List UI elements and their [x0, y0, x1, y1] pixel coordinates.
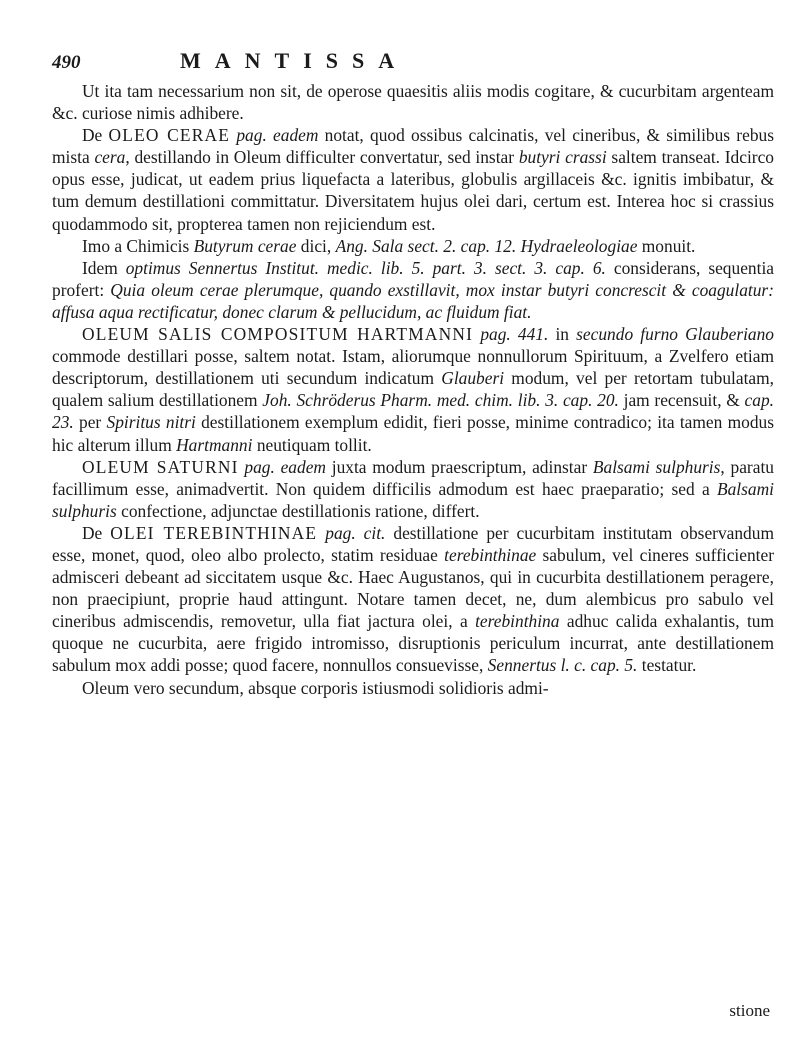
italic-text: Hartmanni [176, 434, 253, 455]
italic-text: pag. cit. [317, 522, 386, 543]
text-run: De [82, 522, 111, 543]
page-number: 490 [52, 52, 81, 73]
italic-text: cera [94, 147, 126, 168]
text-run: considerans, sequentia profert: [52, 257, 774, 300]
running-title: MANTISSA [180, 48, 409, 73]
italic-text: pag. eadem [230, 125, 319, 146]
text-run: destillationem exemplum edidit, fieri posse, minime contradico; ita tamen modus hic alterum illum [52, 412, 774, 455]
italic-text: cap. 23. [52, 390, 774, 433]
text-run: Idem [82, 257, 126, 278]
italic-text: terebinthinae [444, 544, 537, 565]
italic-text: Quia oleum cerae plerumque, quando exstillavit, mox instar butyri concrescit & coagulatur: affusa aqua rectificatur, donec clarum & pellucidum, ac fluidum fiat. [52, 279, 774, 322]
text-run: sabulum, vel cineres sufficienter admisceri debeant ad siccitatem usque &c. Haec Augustanos, qui in cucurbita destillationem peragere, non praecipiunt, proprie haud attingunt. Notare tamen decet, ne, dum alembicus pro sabulo vel cineribus admiscendis, removetur, ulla fiat jactura olei, a [52, 544, 775, 632]
text-run: saltem transeat. Idcirco opus esse, judicat, ut eadem prius liquefacta a lateribus, globulis argillaceis &c. ignitis imbibatur, & tum demum destillationi committatur. Diversitatem hujus olei dari, certum est. Interea hoc si crassius quodammodo sit, propterea tamen non rejiciendum est. [52, 147, 775, 234]
text-run: notat, quod ossibus calcinatis, vel cineribus, & similibus rebus mista [52, 125, 774, 168]
italic-text: Balsami sulphuris [52, 478, 774, 521]
text-run: Imo a Chimicis [82, 235, 194, 256]
text-run: Ut ita tam necessarium non sit, de operose quaesitis aliis modis cogitare, & cucurbitam argenteam &c. curiose nimis adhibere. [52, 81, 774, 124]
paragraph [52, 677, 774, 699]
paragraph [52, 235, 774, 257]
text-run: destillatione per cucurbitam institutam observandum esse, monet, quod, oleo albo prolecto, statim residuae [52, 522, 774, 565]
text-run: monuit. [637, 235, 696, 256]
italic-text: Joh. Schröderus Pharm. med. chim. lib. 3. cap. 20. [262, 390, 619, 411]
text-run: adhuc calida exhalantis, tum quoque ne cucurbita, aere frigido intromisso, disruptionis periculum incurrat, ante destillationem sabulum mox addi posse; quod facere, nonnullos consuevisse, [52, 611, 774, 676]
heading-term: OLEI TEREBINTHINAE [110, 522, 318, 543]
text-run: Oleum vero secundum, absque corporis istiusmodi solidioris admi- [82, 677, 549, 698]
text-run: , paratu facillimum esse, animadvertit. Non quidem difficilis admodum est haec praeparatio; sed a [52, 456, 774, 499]
italic-text: optimus Sennertus Institut. medic. lib. 5. part. 3. sect. 3. cap. 6. [125, 257, 606, 278]
italic-text: Sennertus l. c. cap. 5. [487, 655, 638, 676]
paragraph [52, 522, 774, 677]
italic-text: Ang. Sala sect. 2. cap. 12. Hydraeleologiae [335, 235, 638, 256]
italic-text: Spiritus nitri [106, 412, 196, 433]
text-run: commode destillari posse, saltem notat. Istam, aliorumque nonnullorum Spirituum, a Zvelfero etiam descriptorum, destillationem uti secundum indicatum [52, 346, 774, 389]
paragraph [52, 80, 774, 124]
text-run: in [548, 324, 577, 345]
heading-term: OLEO CERAE [108, 125, 231, 146]
page-header [52, 48, 774, 74]
text-run: jam recensuit, & [618, 390, 745, 411]
text-run: neutiquam tollit. [252, 434, 372, 455]
text-run: dici, [296, 235, 336, 256]
text-run: modum, vel per retortam tubulatam, qualem salium destillationem [52, 368, 774, 411]
italic-text: butyri crassi [518, 147, 607, 168]
paragraph [52, 124, 774, 234]
text-run: confectione, adjunctae destillationis ratione, differt. [116, 500, 480, 521]
text-run: per [73, 412, 107, 433]
text-run: juxta modum praescriptum, adinstar [325, 456, 593, 477]
text-run: De [82, 125, 109, 146]
italic-text: pag. eadem [238, 456, 326, 477]
catchword: stione [729, 1001, 770, 1020]
italic-text: Balsami sulphuris [592, 456, 721, 477]
paragraph [52, 323, 774, 456]
heading-term: OLEUM SALIS COMPOSITUM HARTMANNI [82, 324, 474, 345]
text-run: , destillando in Oleum difficulter convertatur, sed instar [125, 147, 519, 168]
body-text [52, 80, 774, 699]
italic-text: Butyrum cerae [193, 235, 297, 256]
italic-text: pag. 441. [473, 324, 549, 345]
italic-text: secundo furno Glauberiano [576, 324, 774, 345]
italic-text: Glauberi [441, 368, 505, 389]
heading-term: OLEUM SATURNI [82, 456, 239, 477]
italic-text: terebinthina [475, 611, 560, 632]
paragraph [52, 257, 774, 323]
text-run: testatur. [637, 655, 697, 676]
paragraph [52, 456, 774, 522]
